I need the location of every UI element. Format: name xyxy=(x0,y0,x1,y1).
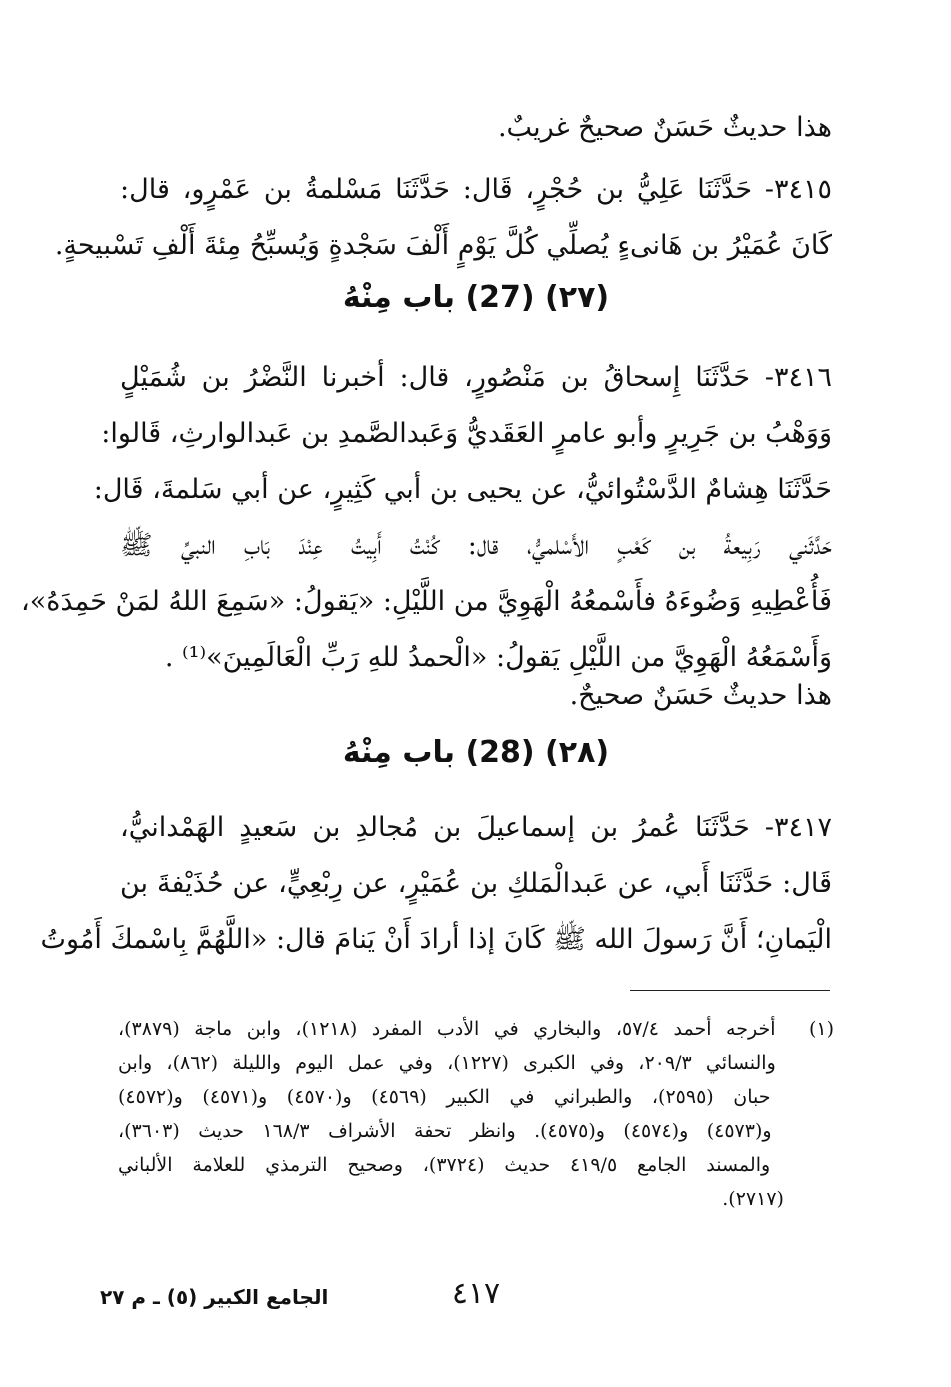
footnote-line xyxy=(118,1114,834,1148)
footnote-text: والمسند الجامع ٤١٩/٥ حديث (٣٧٢٤)، وصحيح الترمذي للعلامة الألباني xyxy=(118,1154,771,1176)
page-number: ٤١٧ xyxy=(451,1276,501,1311)
text-line: حَدَّثَنَا هِشامٌ الدَّسْتُوائيُّ، عن يحيى بن أبي كَثِيرٍ، عن أبي سَلمةَ، قَال: xyxy=(93,474,832,505)
chapter-heading-27: (٢٧) (27) باب مِنْهُ xyxy=(342,280,610,315)
footnote-line xyxy=(118,1182,834,1216)
footnotes xyxy=(118,1012,834,1216)
text-line: حَدَّثَني رَبِيعةُ بن كَعْبٍ الأَسْلميُّ، قال: كُنْتُ أَبِيتُ عِنْدَ بَابِ النبيِّ ﷺ xyxy=(120,530,832,561)
grading-note-2 xyxy=(120,668,832,724)
footnote-separator xyxy=(630,990,830,991)
grading-note-1 xyxy=(120,100,832,156)
footnote-text: أخرجه أحمد ٥٧/٤، والبخاري في الأدب المفرد (١٢١٨)، وابن ماجة (٣٨٧٩)، xyxy=(118,1018,776,1040)
text-line: ٣٤١٧- حَدَّثَنَا عُمرُ بن إسماعيلَ بن مُجالدِ بن سَعيدٍ الهَمْدانيُّ، xyxy=(120,812,832,843)
hadith-3416 xyxy=(21,350,832,686)
text-line: هذا حديثٌ حَسَنٌ صحيحٌ غريبٌ. xyxy=(497,112,832,143)
footnote-line xyxy=(118,1012,834,1046)
text-line: وَأَسْمَعُهُ الْهَوِيَّ من اللَّيْلِ يَقولُ: «الْحمدُ للهِ رَبِّ الْعَالَمِينَ»⁽¹⁾ . xyxy=(164,642,832,673)
footnote-text: (٢٧١٧). xyxy=(722,1188,784,1210)
footnote-line xyxy=(118,1080,834,1114)
text-line: ٣٤١٥- حَدَّثَنَا عَلِيُّ بن حُجْرٍ، قَال: حَدَّثَنَا مَسْلمةُ بن عَمْرٍو، قال: xyxy=(120,174,832,205)
text-line: الْيَمانِ؛ أَنَّ رَسولَ الله ﷺ كَانَ إذا أرادَ أَنْ يَنامَ قال: «اللَّهُمَّ بِاسْمكَ أَمُوتُ xyxy=(40,924,832,955)
text-line: وَوَهْبُ بن جَرِيرٍ وأبو عامرٍ العَقَديُّ وَعَبدالصَّمدِ بن عَبدالوارثِ، قَالوا: xyxy=(101,418,832,449)
hadith-3415 xyxy=(54,162,832,274)
footnote-text: والنسائي ٢٠٩/٣، وفي الكبرى (١٢٢٧)، وفي عمل اليوم والليلة (٨٦٢)، وابن xyxy=(118,1052,776,1074)
footnote-line xyxy=(118,1046,834,1080)
volume-signature: الجامع الكبير (٥) ـ م ٢٧ xyxy=(100,1285,329,1309)
text-line: كَانَ عُمَيْرُ بن هَانىءٍ يُصلِّي كُلَّ يَوْمٍ أَلْفَ سَجْدةٍ وَيُسبِّحُ مِئةَ أَلْفِ تَسْبيحةٍ. xyxy=(54,230,832,261)
text-line: ٣٤١٦- حَدَّثَنَا إِسحاقُ بن مَنْصُورٍ، قال: أخبرنا النَّضْرُ بن شُمَيْلٍ xyxy=(120,362,832,393)
chapter-heading-28: (٢٨) (28) باب مِنْهُ xyxy=(342,735,610,770)
text-line: هذا حديثٌ حَسَنٌ صحيحٌ. xyxy=(569,680,832,711)
footnote-text: و(٤٥٧٣) و(٤٥٧٤) و(٤٥٧٥). وانظر تحفة الأشراف ١٦٨/٣ حديث (٣٦٠٣)، xyxy=(118,1120,772,1142)
footnote-text: حبان (٢٥٩٥)، والطبراني في الكبير (٤٥٦٩) و(٤٥٧٠) و(٤٥٧١) و(٤٥٧٢) xyxy=(118,1086,771,1108)
footnote-marker: (١) xyxy=(808,1018,834,1040)
text-line: قَال: حَدَّثَنَا أَبي، عن عَبدالْمَلكِ بن عُمَيْرٍ، عن رِبْعِيٍّ، عن حُذَيْفةَ بن xyxy=(120,868,832,899)
footnote-line xyxy=(118,1148,834,1182)
hadith-3417 xyxy=(40,800,832,968)
text-line: فَأُعْطِيهِ وَضُوءَهُ فأَسْمعُهُ الْهَوِيَّ من اللَّيْلِ: «يَقولُ: «سَمِعَ اللهُ لمَنْ حَمِدَهُ»، xyxy=(21,586,832,617)
